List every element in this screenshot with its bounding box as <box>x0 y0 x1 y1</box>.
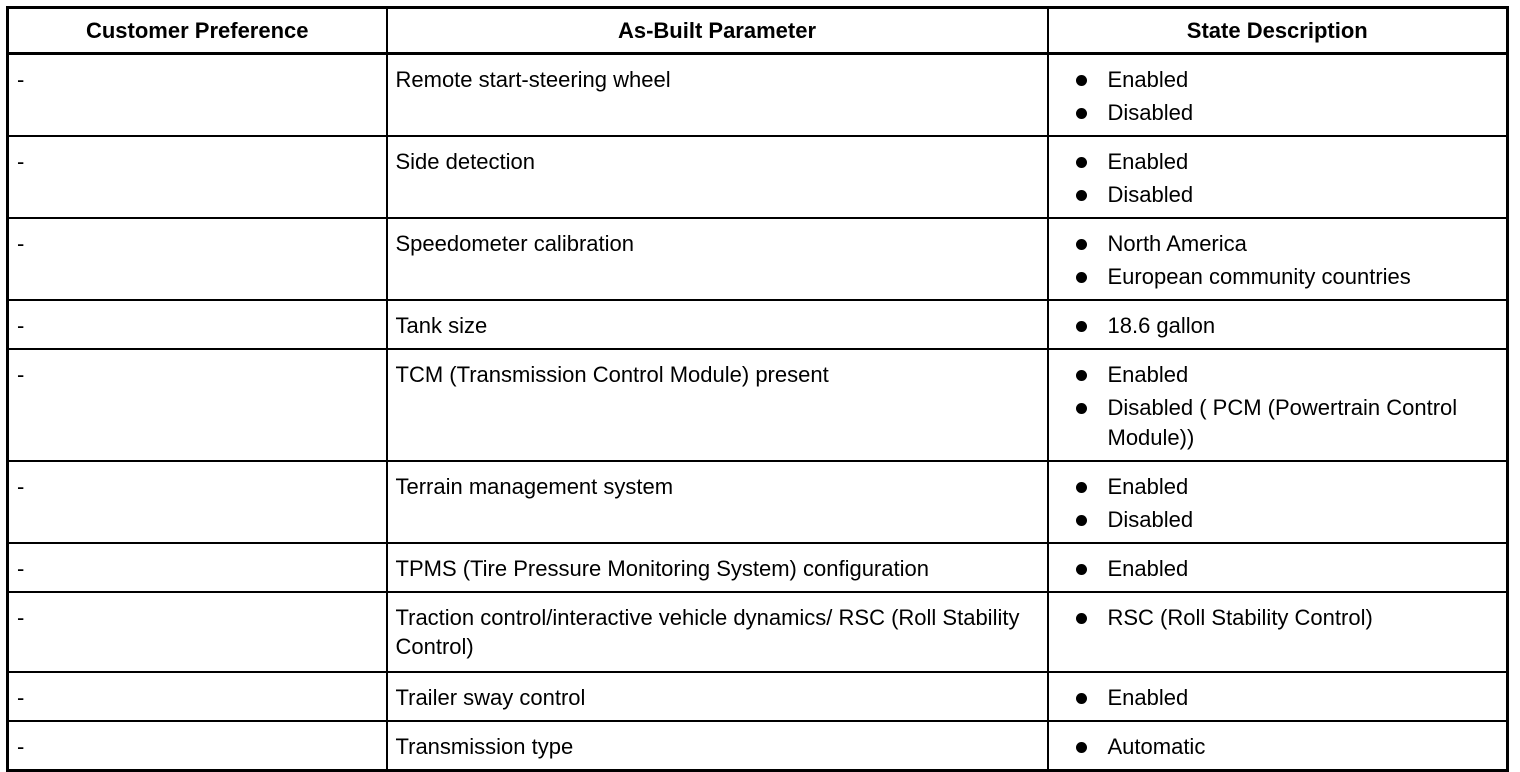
as-built-parameters-table <box>6 6 1509 772</box>
as-built-parameter-cell: TPMS (Tire Pressure Monitoring System) configuration <box>387 543 1048 592</box>
state-text: European community countries <box>1107 264 1411 289</box>
state-item <box>1074 603 1477 633</box>
table-row <box>8 349 1508 461</box>
bullet-icon <box>1076 190 1087 201</box>
bullet-icon <box>1076 157 1087 168</box>
state-item <box>1074 147 1477 177</box>
customer-preference-cell: - <box>8 349 387 461</box>
as-built-parameter-cell: Speedometer calibration <box>387 218 1048 300</box>
state-item <box>1074 360 1477 390</box>
state-list <box>1074 360 1477 453</box>
state-description-cell <box>1048 592 1508 672</box>
as-built-parameter-cell: Terrain management system <box>387 461 1048 543</box>
as-built-parameter-cell: Traction control/interactive vehicle dynamics/ RSC (Roll Stability Control) <box>387 592 1048 672</box>
header-customer-preference: Customer Preference <box>8 8 387 54</box>
bullet-icon <box>1076 613 1087 624</box>
customer-preference-cell: - <box>8 592 387 672</box>
customer-preference-cell: - <box>8 721 387 771</box>
table-header <box>8 8 1508 54</box>
as-built-parameter-cell: Trailer sway control <box>387 672 1048 721</box>
bullet-icon <box>1076 370 1087 381</box>
state-text: Disabled <box>1107 182 1194 207</box>
customer-preference-cell: - <box>8 461 387 543</box>
state-item <box>1074 180 1477 210</box>
state-text: Enabled <box>1107 67 1189 92</box>
state-list <box>1074 147 1477 210</box>
state-item <box>1074 98 1477 128</box>
state-item <box>1074 505 1477 535</box>
table-row <box>8 300 1508 349</box>
state-item <box>1074 554 1477 584</box>
state-text: North America <box>1107 231 1247 256</box>
state-text: 18.6 gallon <box>1107 313 1216 338</box>
state-text: Enabled <box>1107 685 1189 710</box>
table-body <box>8 54 1508 771</box>
table-row <box>8 672 1508 721</box>
state-text: Disabled <box>1107 100 1194 125</box>
state-item <box>1074 229 1477 259</box>
customer-preference-cell: - <box>8 672 387 721</box>
state-text: Disabled <box>1107 507 1194 532</box>
customer-preference-cell: - <box>8 136 387 218</box>
state-text: Disabled ( PCM (Powertrain Control Module)) <box>1107 395 1458 450</box>
bullet-icon <box>1076 239 1087 250</box>
state-text: Enabled <box>1107 149 1189 174</box>
as-built-parameter-cell: Remote start-steering wheel <box>387 54 1048 137</box>
state-list <box>1074 65 1477 128</box>
bullet-icon <box>1076 403 1087 414</box>
bullet-icon <box>1076 482 1087 493</box>
as-built-parameter-cell: Tank size <box>387 300 1048 349</box>
state-description-cell <box>1048 349 1508 461</box>
bullet-icon <box>1076 693 1087 704</box>
table-row <box>8 461 1508 543</box>
bullet-icon <box>1076 272 1087 283</box>
state-text: Enabled <box>1107 474 1189 499</box>
table-row <box>8 54 1508 137</box>
state-item <box>1074 393 1477 453</box>
state-list <box>1074 554 1477 584</box>
state-text: Enabled <box>1107 362 1189 387</box>
state-description-cell <box>1048 54 1508 137</box>
state-description-cell <box>1048 136 1508 218</box>
bullet-icon <box>1076 515 1087 526</box>
state-list <box>1074 683 1477 713</box>
bullet-icon <box>1076 564 1087 575</box>
header-as-built-parameter: As-Built Parameter <box>387 8 1048 54</box>
state-text: Enabled <box>1107 556 1189 581</box>
state-text: RSC (Roll Stability Control) <box>1107 605 1373 630</box>
table-row <box>8 592 1508 672</box>
customer-preference-cell: - <box>8 300 387 349</box>
state-item <box>1074 732 1477 762</box>
state-item <box>1074 311 1477 341</box>
state-list <box>1074 472 1477 535</box>
bullet-icon <box>1076 742 1087 753</box>
table-row <box>8 136 1508 218</box>
state-description-cell <box>1048 300 1508 349</box>
as-built-parameter-cell: Side detection <box>387 136 1048 218</box>
customer-preference-cell: - <box>8 543 387 592</box>
state-description-cell <box>1048 461 1508 543</box>
state-description-cell <box>1048 543 1508 592</box>
as-built-parameter-cell: TCM (Transmission Control Module) present <box>387 349 1048 461</box>
state-item <box>1074 65 1477 95</box>
table-row <box>8 721 1508 771</box>
bullet-icon <box>1076 75 1087 86</box>
state-description-cell <box>1048 218 1508 300</box>
state-description-cell <box>1048 672 1508 721</box>
bullet-icon <box>1076 108 1087 119</box>
header-state-description: State Description <box>1048 8 1508 54</box>
state-list <box>1074 732 1477 762</box>
state-list <box>1074 311 1477 341</box>
table-row <box>8 543 1508 592</box>
header-row <box>8 8 1508 54</box>
bullet-icon <box>1076 321 1087 332</box>
state-list <box>1074 603 1477 633</box>
state-item <box>1074 262 1477 292</box>
state-item <box>1074 472 1477 502</box>
state-item <box>1074 683 1477 713</box>
customer-preference-cell: - <box>8 54 387 137</box>
as-built-parameter-cell: Transmission type <box>387 721 1048 771</box>
state-list <box>1074 229 1477 292</box>
state-description-cell <box>1048 721 1508 771</box>
customer-preference-cell: - <box>8 218 387 300</box>
table-row <box>8 218 1508 300</box>
state-text: Automatic <box>1107 734 1206 759</box>
